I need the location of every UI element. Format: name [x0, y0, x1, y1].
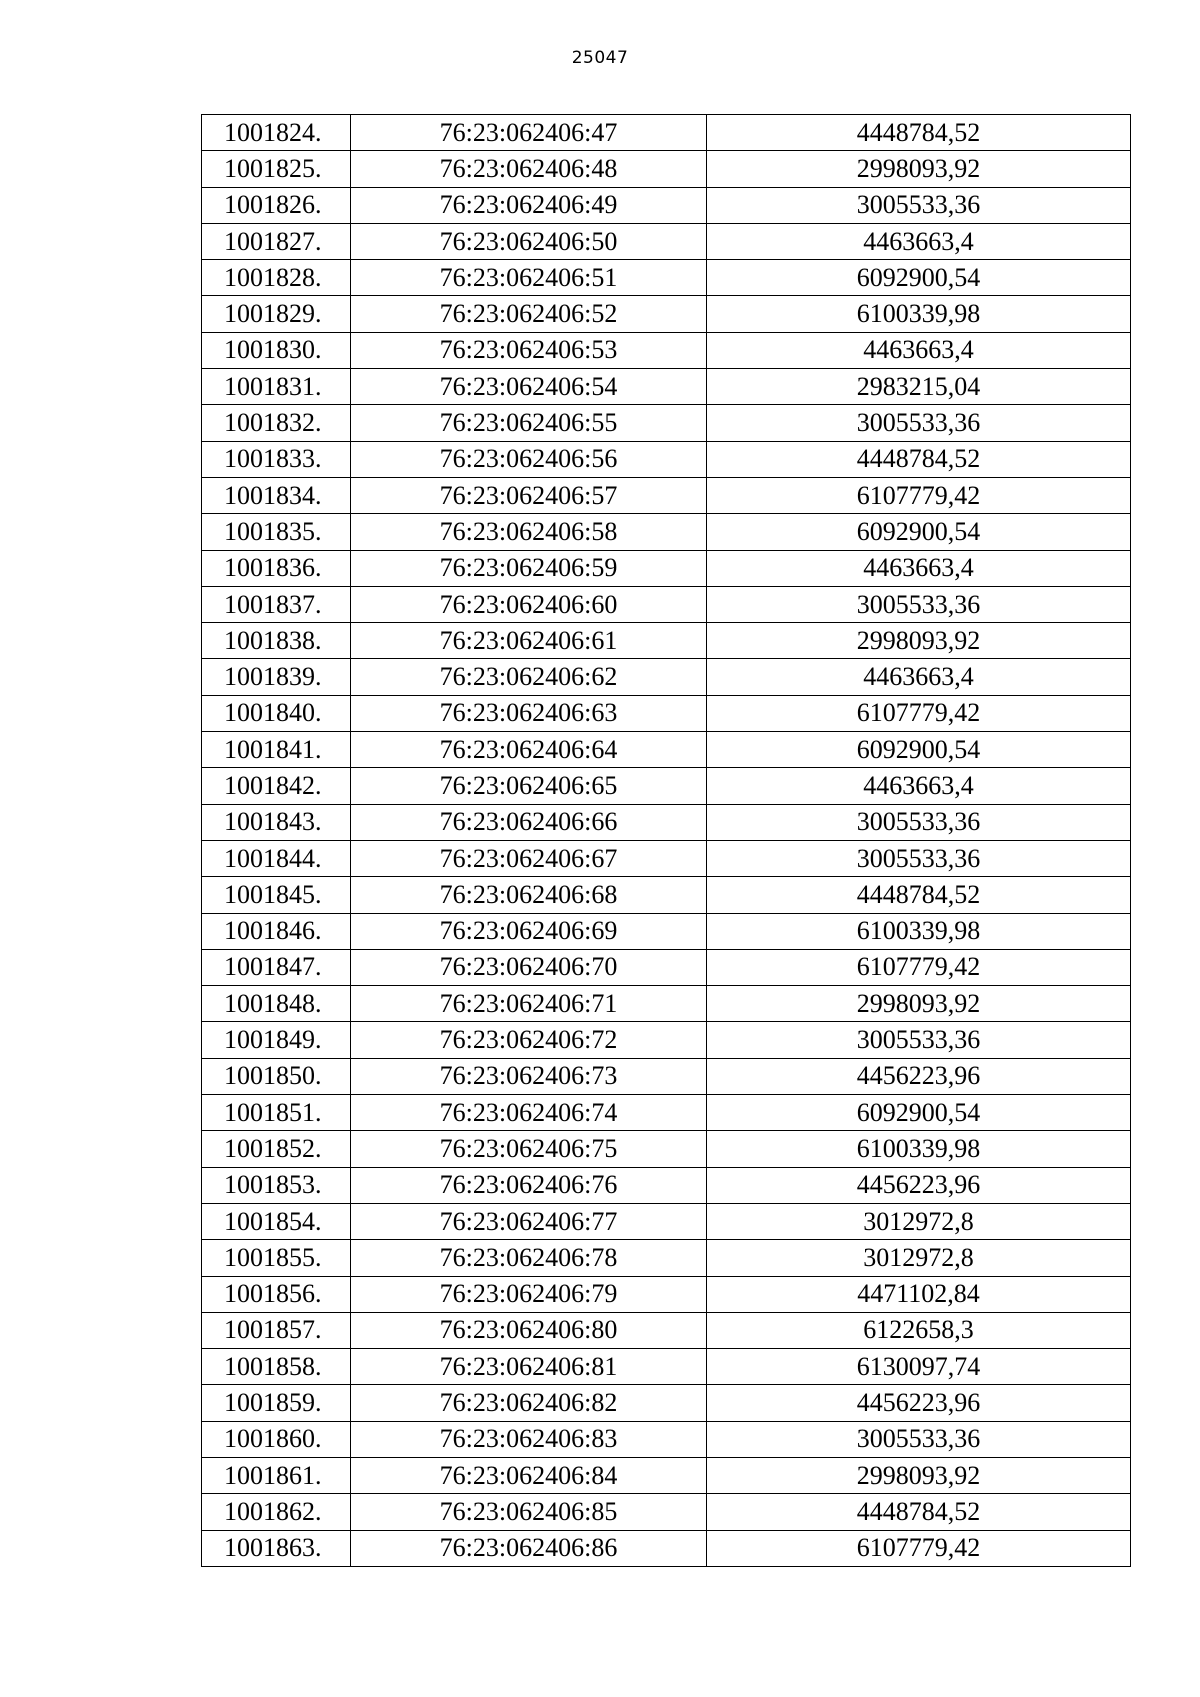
value-cell: 2998093,92	[707, 623, 1131, 659]
value-cell: 3005533,36	[707, 804, 1131, 840]
table-row	[202, 1312, 1131, 1348]
table-row	[202, 514, 1131, 550]
table-row	[202, 151, 1131, 187]
table-row	[202, 115, 1131, 151]
table-row	[202, 732, 1131, 768]
table-row	[202, 586, 1131, 622]
table-row	[202, 877, 1131, 913]
value-cell: 4456223,96	[707, 1058, 1131, 1094]
row-number-cell: 1001863.	[202, 1530, 351, 1566]
row-number-cell: 1001830.	[202, 332, 351, 368]
cadastral-number-cell: 76:23:062406:57	[351, 477, 707, 513]
row-number-cell: 1001844.	[202, 840, 351, 876]
row-number-cell: 1001860.	[202, 1421, 351, 1457]
cadastral-number-cell: 76:23:062406:72	[351, 1022, 707, 1058]
value-cell: 6100339,98	[707, 913, 1131, 949]
table-row	[202, 1131, 1131, 1167]
row-number-cell: 1001850.	[202, 1058, 351, 1094]
table-row	[202, 1385, 1131, 1421]
cadastral-number-cell: 76:23:062406:73	[351, 1058, 707, 1094]
cadastral-number-cell: 76:23:062406:86	[351, 1530, 707, 1566]
cadastral-number-cell: 76:23:062406:74	[351, 1095, 707, 1131]
row-number-cell: 1001829.	[202, 296, 351, 332]
table-row	[202, 695, 1131, 731]
cadastral-number-cell: 76:23:062406:69	[351, 913, 707, 949]
cadastral-number-cell: 76:23:062406:66	[351, 804, 707, 840]
cadastral-number-cell: 76:23:062406:84	[351, 1457, 707, 1493]
table-row	[202, 913, 1131, 949]
cadastral-number-cell: 76:23:062406:82	[351, 1385, 707, 1421]
row-number-cell: 1001862.	[202, 1494, 351, 1530]
cadastral-number-cell: 76:23:062406:49	[351, 187, 707, 223]
row-number-cell: 1001841.	[202, 732, 351, 768]
table-row	[202, 477, 1131, 513]
table-row	[202, 1203, 1131, 1239]
row-number-cell: 1001849.	[202, 1022, 351, 1058]
value-cell: 6107779,42	[707, 477, 1131, 513]
table-row	[202, 1349, 1131, 1385]
value-cell: 6107779,42	[707, 1530, 1131, 1566]
row-number-cell: 1001827.	[202, 223, 351, 259]
cadastral-number-cell: 76:23:062406:67	[351, 840, 707, 876]
cadastral-number-cell: 76:23:062406:68	[351, 877, 707, 913]
table-row	[202, 1530, 1131, 1566]
value-cell: 3012972,8	[707, 1203, 1131, 1239]
cadastral-number-cell: 76:23:062406:70	[351, 949, 707, 985]
row-number-cell: 1001831.	[202, 369, 351, 405]
value-cell: 3005533,36	[707, 1022, 1131, 1058]
table-row	[202, 840, 1131, 876]
cadastral-number-cell: 76:23:062406:47	[351, 115, 707, 151]
row-number-cell: 1001825.	[202, 151, 351, 187]
cadastral-number-cell: 76:23:062406:80	[351, 1312, 707, 1348]
row-number-cell: 1001856.	[202, 1276, 351, 1312]
row-number-cell: 1001832.	[202, 405, 351, 441]
row-number-cell: 1001843.	[202, 804, 351, 840]
cadastral-number-cell: 76:23:062406:75	[351, 1131, 707, 1167]
table-row	[202, 1421, 1131, 1457]
row-number-cell: 1001839.	[202, 659, 351, 695]
value-cell: 6092900,54	[707, 260, 1131, 296]
value-cell: 4448784,52	[707, 115, 1131, 151]
cadastral-number-cell: 76:23:062406:58	[351, 514, 707, 550]
cadastral-number-cell: 76:23:062406:78	[351, 1240, 707, 1276]
value-cell: 6092900,54	[707, 514, 1131, 550]
value-cell: 4456223,96	[707, 1385, 1131, 1421]
row-number-cell: 1001840.	[202, 695, 351, 731]
row-number-cell: 1001852.	[202, 1131, 351, 1167]
cadastral-number-cell: 76:23:062406:62	[351, 659, 707, 695]
value-cell: 6107779,42	[707, 695, 1131, 731]
value-cell: 6092900,54	[707, 732, 1131, 768]
table-row	[202, 1058, 1131, 1094]
cadastral-number-cell: 76:23:062406:79	[351, 1276, 707, 1312]
row-number-cell: 1001859.	[202, 1385, 351, 1421]
value-cell: 2998093,92	[707, 151, 1131, 187]
row-number-cell: 1001848.	[202, 986, 351, 1022]
table-row	[202, 332, 1131, 368]
value-cell: 6107779,42	[707, 949, 1131, 985]
row-number-cell: 1001861.	[202, 1457, 351, 1493]
cadastral-number-cell: 76:23:062406:85	[351, 1494, 707, 1530]
table-row	[202, 187, 1131, 223]
value-cell: 3005533,36	[707, 1421, 1131, 1457]
cadastral-number-cell: 76:23:062406:54	[351, 369, 707, 405]
row-number-cell: 1001858.	[202, 1349, 351, 1385]
page-number: 25047	[571, 48, 629, 68]
table-row	[202, 441, 1131, 477]
value-cell: 6092900,54	[707, 1095, 1131, 1131]
table-row	[202, 1276, 1131, 1312]
value-cell: 3005533,36	[707, 405, 1131, 441]
value-cell: 4463663,4	[707, 332, 1131, 368]
cadastral-number-cell: 76:23:062406:56	[351, 441, 707, 477]
row-number-cell: 1001845.	[202, 877, 351, 913]
value-cell: 4448784,52	[707, 1494, 1131, 1530]
row-number-cell: 1001853.	[202, 1167, 351, 1203]
value-cell: 6130097,74	[707, 1349, 1131, 1385]
row-number-cell: 1001837.	[202, 586, 351, 622]
table-row	[202, 659, 1131, 695]
row-number-cell: 1001857.	[202, 1312, 351, 1348]
table-row	[202, 1494, 1131, 1530]
cadastral-number-cell: 76:23:062406:59	[351, 550, 707, 586]
row-number-cell: 1001826.	[202, 187, 351, 223]
cadastral-number-cell: 76:23:062406:76	[351, 1167, 707, 1203]
table-row	[202, 768, 1131, 804]
value-cell: 6122658,3	[707, 1312, 1131, 1348]
table-row	[202, 296, 1131, 332]
row-number-cell: 1001828.	[202, 260, 351, 296]
value-cell: 4463663,4	[707, 659, 1131, 695]
cadastral-number-cell: 76:23:062406:61	[351, 623, 707, 659]
value-cell: 6100339,98	[707, 1131, 1131, 1167]
row-number-cell: 1001835.	[202, 514, 351, 550]
table-row	[202, 1240, 1131, 1276]
cadastral-number-cell: 76:23:062406:52	[351, 296, 707, 332]
value-cell: 4448784,52	[707, 877, 1131, 913]
table-row	[202, 369, 1131, 405]
cadastral-number-cell: 76:23:062406:53	[351, 332, 707, 368]
value-cell: 3005533,36	[707, 586, 1131, 622]
table-row	[202, 1022, 1131, 1058]
cadastral-number-cell: 76:23:062406:81	[351, 1349, 707, 1385]
row-number-cell: 1001824.	[202, 115, 351, 151]
row-number-cell: 1001846.	[202, 913, 351, 949]
value-cell: 2998093,92	[707, 986, 1131, 1022]
cadastral-number-cell: 76:23:062406:50	[351, 223, 707, 259]
value-cell: 4456223,96	[707, 1167, 1131, 1203]
cadastral-number-cell: 76:23:062406:48	[351, 151, 707, 187]
table-row	[202, 1167, 1131, 1203]
value-cell: 6100339,98	[707, 296, 1131, 332]
table-row	[202, 1095, 1131, 1131]
cadastral-number-cell: 76:23:062406:60	[351, 586, 707, 622]
value-cell: 3005533,36	[707, 187, 1131, 223]
registry-table	[201, 114, 1131, 1567]
value-cell: 4463663,4	[707, 768, 1131, 804]
cadastral-number-cell: 76:23:062406:64	[351, 732, 707, 768]
row-number-cell: 1001838.	[202, 623, 351, 659]
table-row	[202, 223, 1131, 259]
row-number-cell: 1001842.	[202, 768, 351, 804]
cadastral-number-cell: 76:23:062406:83	[351, 1421, 707, 1457]
cadastral-number-cell: 76:23:062406:71	[351, 986, 707, 1022]
value-cell: 4463663,4	[707, 223, 1131, 259]
table-row	[202, 550, 1131, 586]
row-number-cell: 1001833.	[202, 441, 351, 477]
value-cell: 4463663,4	[707, 550, 1131, 586]
value-cell: 4448784,52	[707, 441, 1131, 477]
table-row	[202, 949, 1131, 985]
row-number-cell: 1001847.	[202, 949, 351, 985]
row-number-cell: 1001855.	[202, 1240, 351, 1276]
cadastral-number-cell: 76:23:062406:51	[351, 260, 707, 296]
row-number-cell: 1001851.	[202, 1095, 351, 1131]
table-row	[202, 804, 1131, 840]
value-cell: 3012972,8	[707, 1240, 1131, 1276]
table-row	[202, 986, 1131, 1022]
cadastral-number-cell: 76:23:062406:77	[351, 1203, 707, 1239]
registry-table-body	[202, 115, 1131, 1567]
table-row	[202, 405, 1131, 441]
table-row	[202, 623, 1131, 659]
cadastral-number-cell: 76:23:062406:63	[351, 695, 707, 731]
row-number-cell: 1001834.	[202, 477, 351, 513]
value-cell: 2983215,04	[707, 369, 1131, 405]
row-number-cell: 1001836.	[202, 550, 351, 586]
table-row	[202, 260, 1131, 296]
value-cell: 4471102,84	[707, 1276, 1131, 1312]
table-row	[202, 1457, 1131, 1493]
value-cell: 3005533,36	[707, 840, 1131, 876]
cadastral-number-cell: 76:23:062406:55	[351, 405, 707, 441]
cadastral-number-cell: 76:23:062406:65	[351, 768, 707, 804]
value-cell: 2998093,92	[707, 1457, 1131, 1493]
row-number-cell: 1001854.	[202, 1203, 351, 1239]
